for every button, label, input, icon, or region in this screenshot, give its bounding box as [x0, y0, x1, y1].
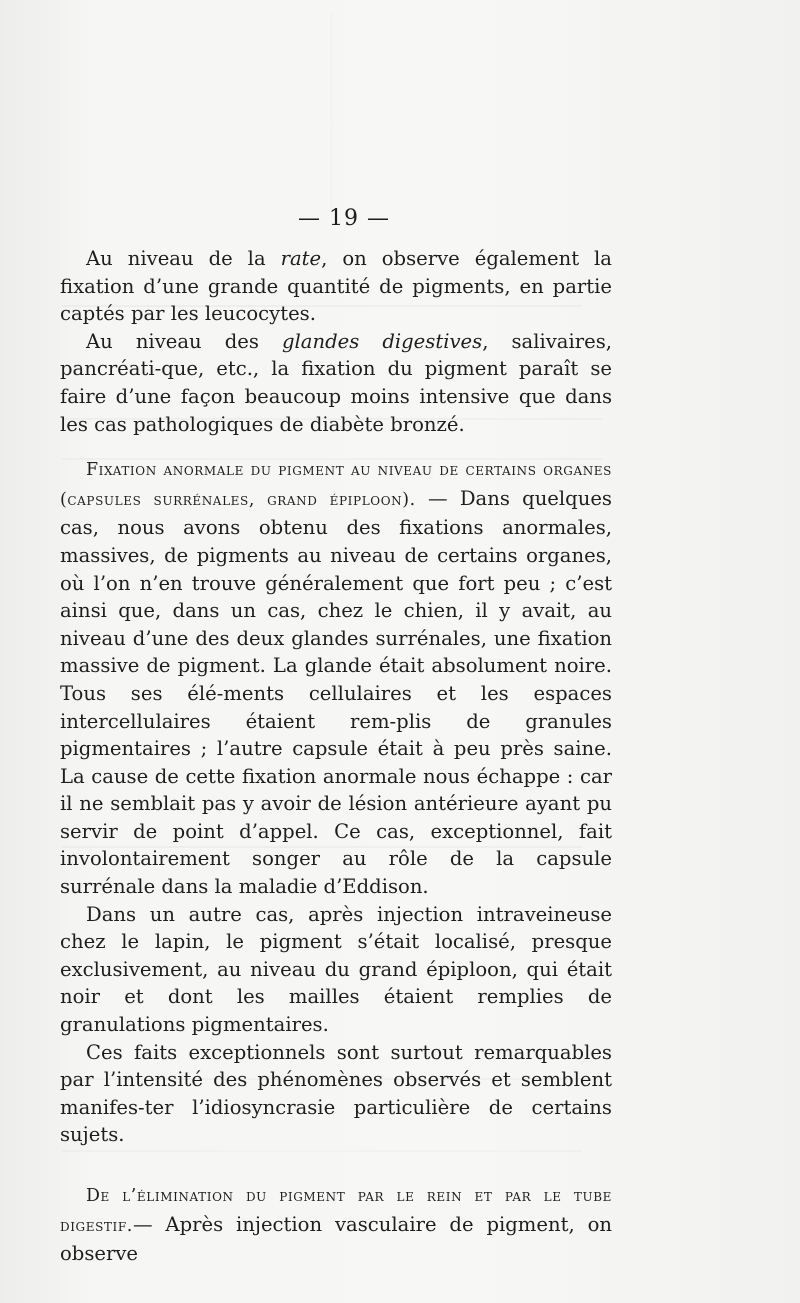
- page-number: — 19 —: [298, 206, 390, 231]
- section-heading-elimination: De l’élimination du pigment par le rein et par le tube digestif.: [60, 1186, 612, 1236]
- section-heading-fixation-anormale: Fixation anormale du pigment au niveau de certains organes (capsules surrénales, grand épiploon).: [60, 460, 612, 510]
- italic-glandes-digestives: glandes digestives: [281, 329, 483, 353]
- paragraph-autre-cas: Dans un autre cas, après injection intraveineuse chez le lapin, le pigment s’était localisé, presque exclusivement, au niveau du grand épiploon, qui était noir et dont les mailles étaient remplies de granulations pigmentaires.: [60, 902, 612, 1037]
- italic-rate: rate: [280, 247, 322, 270]
- paragraph-faits-exceptionnels: Ces faits exceptionnels sont surtout remarquables par l’intensité des phénomènes observés et semblent manifes-ter l’idiosyncrasie particulière de certains sujets.: [60, 1040, 612, 1147]
- paragraph-glandes-digestives: Au niveau des glandes digestives, salivaires, pancréati-que, etc., la fixation du pigment paraît se faire d’une façon beaucoup moins intensive que dans les cas pathologiques de diabète bronzé.: [60, 329, 612, 436]
- paragraph-elimination: De l’élimination du pigment par le rein et par le tube digestif.— Après injection vasculaire de pigment, on observe: [60, 1186, 612, 1266]
- page-text: [60, 205, 612, 1268]
- paragraph-rate: Au niveau de la rate, on observe également la fixation d’une grande quantité de pigments, en partie captés par les leucocytes.: [60, 247, 612, 326]
- paragraph-fixation-anormale: Fixation anormale du pigment au niveau de certains organes (capsules surrénales, grand épiploon). — Dans quelques cas, nous avons obtenu des fixations anormales, massives, de pigments au niveau de certains organes, où l’on n’en trouve généralement que fort peu ; c’est ainsi que, dans un cas, chez le chien, il y avait, au niveau d’une des deux glandes surrénales, une fixation massive de pigment. La glande était absolument noire. Tous ses élé-ments cellulaires et les espaces intercellulaires étaient rem-plis de granules pigmentaires ; l’autre capsule était à peu près saine. La cause de cette fixation anormale nous échappe : car il ne semblait pas y avoir de lésion antérieure ayant pu servir de point d’appel. Ce cas, exceptionnel, fait involontairement songer au rôle de la capsule surrénale dans la maladie d’Eddison.: [60, 460, 612, 899]
